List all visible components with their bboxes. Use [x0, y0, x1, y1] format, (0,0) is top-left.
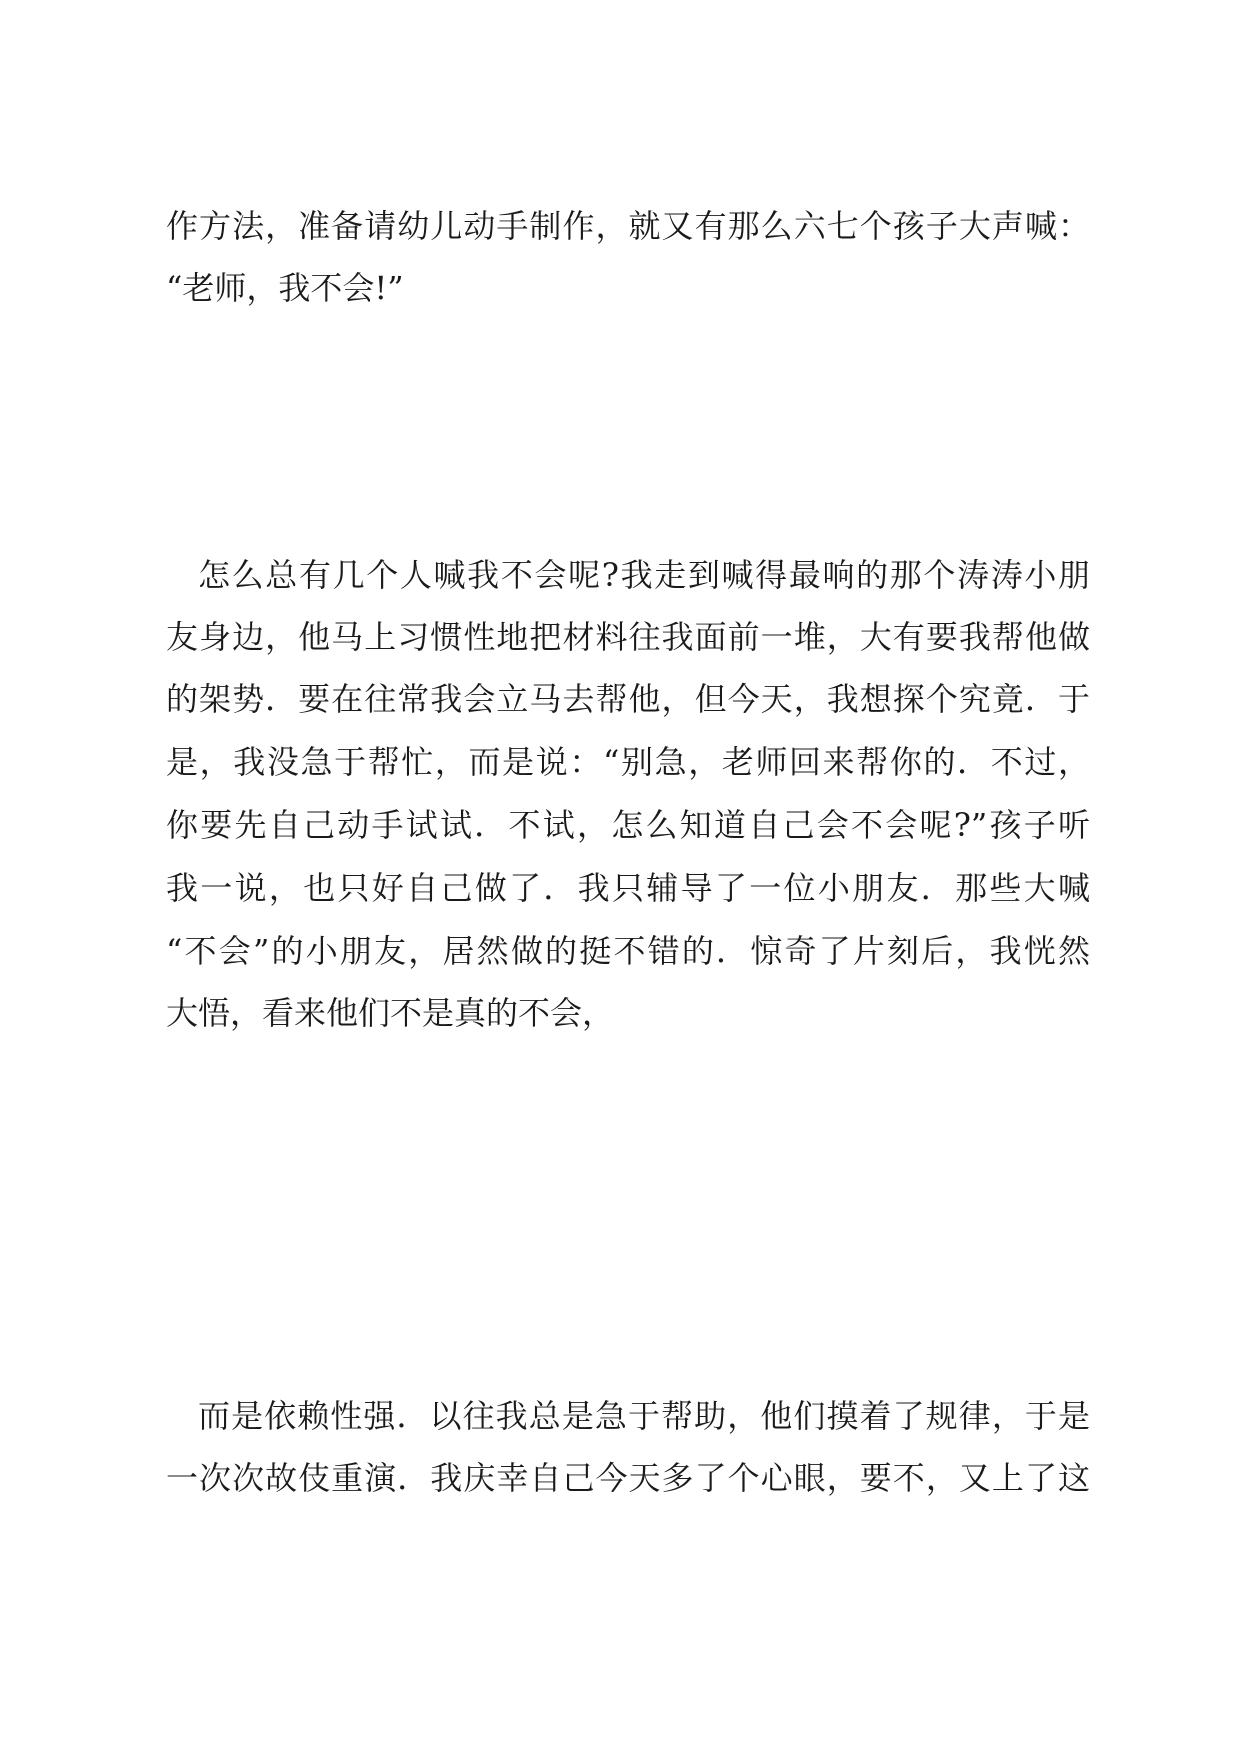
paragraph-line: 怎么总有几个人喊我不会呢?我走到喊得最响的那个涛涛小朋 [198, 556, 1090, 594]
paragraph-line: 一次次故伎重演．我庆幸自己今天多了个心眼，要不，又上了这 [166, 1459, 1090, 1497]
paragraph-line: 是，我没急于帮忙，而是说：“别急，老师回来帮你的．不过， [166, 743, 1090, 781]
paragraph-line: 友身边，他马上习惯性地把材料往我面前一堆，大有要我帮他做 [166, 618, 1090, 656]
paragraph-line: “老师，我不会!” [166, 269, 404, 307]
paragraph-line: 大悟，看来他们不是真的不会， [166, 994, 615, 1032]
paragraph-line: “不会”的小朋友，居然做的挺不错的．惊奇了片刻后，我恍然 [166, 932, 1090, 970]
paragraph-line: 你要先自己动手试试．不试，怎么知道自己会不会呢?”孩子听 [166, 806, 1090, 844]
paragraph-line: 而是依赖性强．以往我总是急于帮助，他们摸着了规律，于是 [198, 1397, 1090, 1435]
paragraph-line: 我一说，也只好自己做了．我只辅导了一位小朋友．那些大喊 [166, 869, 1090, 907]
paragraph-line: 的架势．要在往常我会立马去帮他，但今天，我想探个究竟．于 [166, 680, 1090, 718]
paragraph-line: 作方法，准备请幼儿动手制作，就又有那么六七个孩子大声喊： [166, 207, 1090, 245]
